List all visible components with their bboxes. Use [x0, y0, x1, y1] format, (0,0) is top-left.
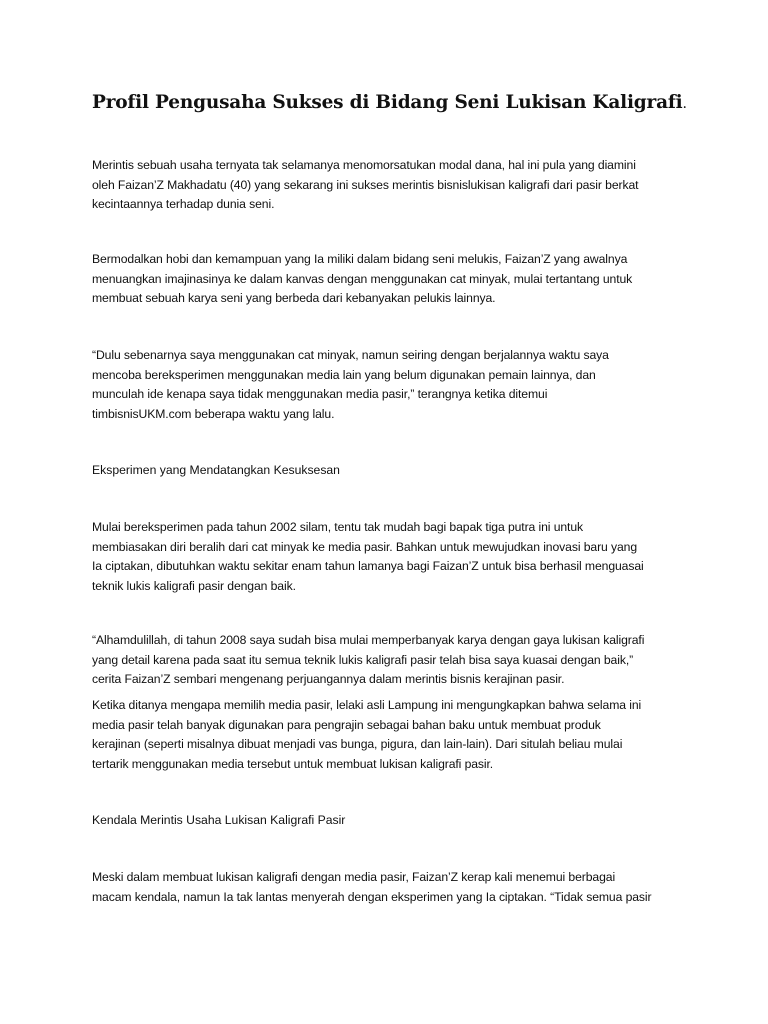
text-line: “Alhamdulillah, di tahun 2008 saya sudah bisa mulai memperbanyak karya dengan gaya lukisan kaligrafi	[92, 633, 645, 647]
text-line: Merintis sebuah usaha ternyata tak selamanya menomorsatukan modal dana, hal ini pula yang diamini	[92, 158, 636, 172]
text-line: kecintaannya terhadap dunia seni.	[92, 197, 275, 212]
text-line: Ketika ditanya mengapa memilih media pasir, lelaki asli Lampung ini mengungkapkan bahwa selama ini	[92, 698, 642, 712]
document-title-suffix: .	[682, 96, 687, 112]
text-line: Meski dalam membuat lukisan kaligrafi dengan media pasir, Faizan’Z kerap kali menemui berbagai	[92, 870, 616, 884]
section-heading-eksperimen: Eksperimen yang Mendatangkan Kesuksesan	[92, 463, 340, 477]
paragraph-eksperimen-2	[92, 631, 692, 690]
document-title-text: Profil Pengusaha Sukses di Bidang Seni Lukisan Kaligrafi	[92, 92, 683, 113]
paragraph-quote-1	[92, 346, 692, 424]
paragraph-eksperimen-1	[92, 518, 692, 596]
text-line: Mulai bereksperimen pada tahun 2002 silam, tentu tak mudah bagi bapak tiga putra ini untuk	[92, 520, 584, 534]
document-title	[92, 90, 692, 117]
text-line: mencoba bereksperimen menggunakan media lain yang belum digunakan pemain lainnya, dan	[92, 367, 596, 382]
text-line: teknik lukis kaligrafi pasir dengan baik.	[92, 578, 296, 593]
text-line: yang detail karena pada saat itu semua teknik lukis kaligrafi pasir telah bisa saya kuasai dengan baik,”	[92, 652, 634, 667]
paragraph-kendala-1	[92, 868, 692, 907]
text-line: macam kendala, namun Ia tak lantas menyerah dengan eksperimen yang Ia ciptakan. “Tidak semua pasir	[92, 889, 652, 904]
text-line: membiasakan diri beralih dari cat minyak ke media pasir. Bahkan untuk mewujudkan inovasi baru yang	[92, 539, 638, 554]
text-line: membuat sebuah karya seni yang berbeda dari kebanyakan pelukis lainnya.	[92, 291, 496, 306]
text-line: timbisnisUKM.com beberapa waktu yang lalu.	[92, 406, 335, 421]
text-line: media pasir telah banyak digunakan para pengrajin sebagai bahan baku untuk membuat produk	[92, 717, 601, 732]
text-line: kerajinan (seperti misalnya dibuat menjadi vas bunga, pigura, dan lain-lain). Dari situlah beliau mulai	[92, 737, 623, 752]
paragraph-eksperimen-3	[92, 696, 692, 774]
text-line: tertarik menggunakan media tersebut untuk membuat lukisan kaligrafi pasir.	[92, 756, 494, 771]
section-heading-kendala: Kendala Merintis Usaha Lukisan Kaligrafi Pasir	[92, 813, 346, 827]
text-line: menuangkan imajinasinya ke dalam kanvas dengan menggunakan cat minyak, mulai tertantang untuk	[92, 271, 633, 286]
text-line: cerita Faizan’Z sembari mengenang perjuangannya dalam merintis bisnis kerajinan pasir.	[92, 672, 565, 687]
paragraph-intro-1	[92, 156, 692, 215]
text-line: munculah ide kenapa saya tidak menggunakan media pasir,” terangnya ketika ditemui	[92, 387, 548, 402]
text-line: Ia ciptakan, dibutuhkan waktu sekitar enam tahun lamanya bagi Faizan’Z untuk bisa berhasil menguasai	[92, 559, 644, 574]
text-line: “Dulu sebenarnya saya menggunakan cat minyak, namun seiring dengan berjalannya waktu saya	[92, 348, 609, 362]
paragraph-intro-2	[92, 250, 692, 309]
text-line: Bermodalkan hobi dan kemampuan yang Ia miliki dalam bidang seni melukis, Faizan’Z yang awalnya	[92, 252, 628, 266]
text-line: oleh Faizan’Z Makhadatu (40) yang sekarang ini sukses merintis bisnislukisan kaligrafi dari pasir berkat	[92, 177, 639, 192]
